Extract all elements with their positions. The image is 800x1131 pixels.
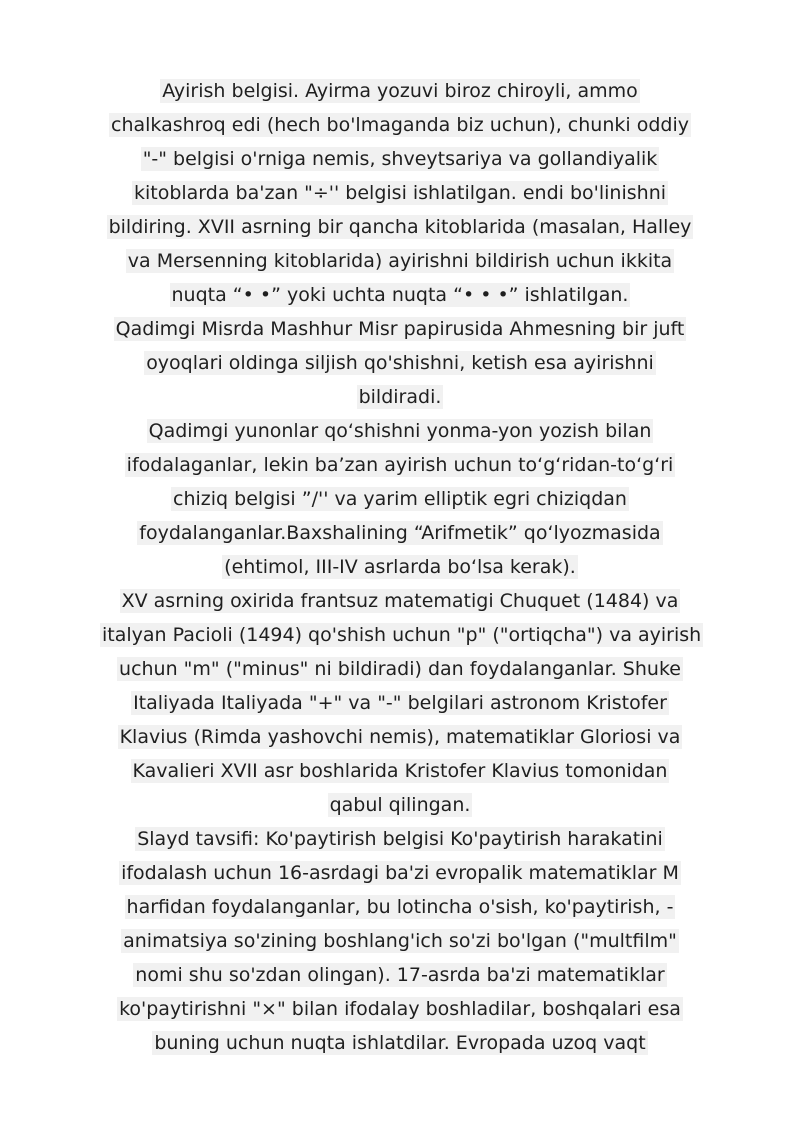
text-line-content: bildiring. XVII asrning bir qancha kitoblarida (masalan, Halley: [108, 216, 692, 238]
text-line: [100, 856, 700, 890]
text-line-content: italyan Pacioli (1494) qo'shish uchun "p" ("ortiqcha") va ayirish: [102, 624, 702, 646]
text-line: [100, 142, 700, 176]
text-line: [100, 822, 700, 856]
text-line: [100, 584, 700, 618]
text-line-content: Kavalieri XVII asr boshlarida Kristofer Klavius tomonidan: [132, 760, 668, 782]
text-line: [100, 1026, 700, 1060]
text-line: [100, 958, 700, 992]
text-line: [100, 380, 700, 414]
text-line-content: Italiyada Italiyada "+" va "-" belgilari astronom Kristofer: [133, 692, 667, 714]
text-line: [100, 890, 700, 924]
text-line-content: harfidan foydalanganlar, bu lotincha o'sish, ko'paytirish, -: [126, 896, 674, 918]
text-line-content: oyoqlari oldinga siljish qo'shishni, ketish esa ayirishni: [146, 352, 654, 374]
text-line: [100, 652, 700, 686]
text-line-content: Ayirish belgisi. Ayirma yozuvi biroz chiroyli, ammo: [162, 80, 638, 102]
text-line-content: XV asrning oxirida frantsuz matematigi Chuquet (1484) va: [121, 590, 679, 612]
text-line-content: "-" belgisi o'rniga nemis, shveytsariya va gollandiyalik: [142, 148, 658, 170]
body-text: [100, 74, 700, 1060]
text-line-content: chiziq belgisi ”/'' va yarim elliptik egri chiziqdan: [173, 488, 627, 510]
text-line-content: bildiradi.: [358, 386, 442, 408]
text-line: [100, 720, 700, 754]
text-line: [100, 210, 700, 244]
text-line: [100, 924, 700, 958]
text-line-content: ifodalash uchun 16-asrdagi ba'zi evropalik matematiklar M: [121, 862, 679, 884]
text-line: [100, 108, 700, 142]
text-line: [100, 482, 700, 516]
text-line-content: nuqta “• •” yoki uchta nuqta “• • •” ishlatilgan.: [171, 284, 629, 306]
text-line: [100, 278, 700, 312]
text-line-content: foydalanganlar.Baxshalining “Arifmetik” qo‘lyozmasida: [139, 522, 661, 544]
text-line: [100, 686, 700, 720]
text-line: [100, 244, 700, 278]
text-line: [100, 754, 700, 788]
text-line-content: va Mersenning kitoblarida) ayirishni bildirish uchun ikkita: [127, 250, 673, 272]
text-line-content: ko'paytirishni "×" bilan ifodalay boshladilar, boshqalari esa: [119, 998, 681, 1020]
text-line: [100, 516, 700, 550]
text-line: [100, 346, 700, 380]
text-line: [100, 992, 700, 1026]
text-line-content: chalkashroq edi (hech bo'lmaganda biz uchun), chunki oddiy: [111, 114, 689, 136]
text-line-content: nomi shu so'zdan olingan). 17-asrda ba'zi matematiklar: [135, 964, 665, 986]
text-line-content: uchun "m" ("minus" ni bildiradi) dan foydalanganlar. Shuke: [119, 658, 681, 680]
text-line: [100, 788, 700, 822]
text-line-content: (ehtimol, III-IV asrlarda bo‘lsa kerak).: [224, 556, 576, 578]
text-line: [100, 448, 700, 482]
text-line-content: buning uchun nuqta ishlatdilar. Evropada uzoq vaqt: [154, 1032, 646, 1054]
text-line-content: animatsiya so'zining boshlang'ich so'zi bo'lgan ("multfilm": [123, 930, 677, 952]
text-line: [100, 176, 700, 210]
text-line: [100, 312, 700, 346]
text-line-content: ifodalaganlar, lekin ba’zan ayirish uchun to‘g‘ridan-to‘g‘ri: [126, 454, 674, 476]
text-line-content: Klavius (Rimda yashovchi nemis), matematiklar Gloriosi va: [119, 726, 681, 748]
text-line: [100, 414, 700, 448]
text-line-content: qabul qilingan.: [329, 794, 471, 816]
text-line-content: Slayd tavsifi: Ko'paytirish belgisi Ko'paytirish harakatini: [137, 828, 663, 850]
text-line: [100, 550, 700, 584]
text-line-content: kitoblarda ba'zan "÷'' belgisi ishlatilgan. endi bo'linishni: [133, 182, 667, 204]
text-line: [100, 74, 700, 108]
text-line-content: Qadimgi Misrda Mashhur Misr papirusida Ahmesning bir juft: [115, 318, 685, 340]
text-line: [100, 618, 700, 652]
text-line-content: Qadimgi yunonlar qo‘shishni yonma-yon yozish bilan: [148, 420, 652, 442]
